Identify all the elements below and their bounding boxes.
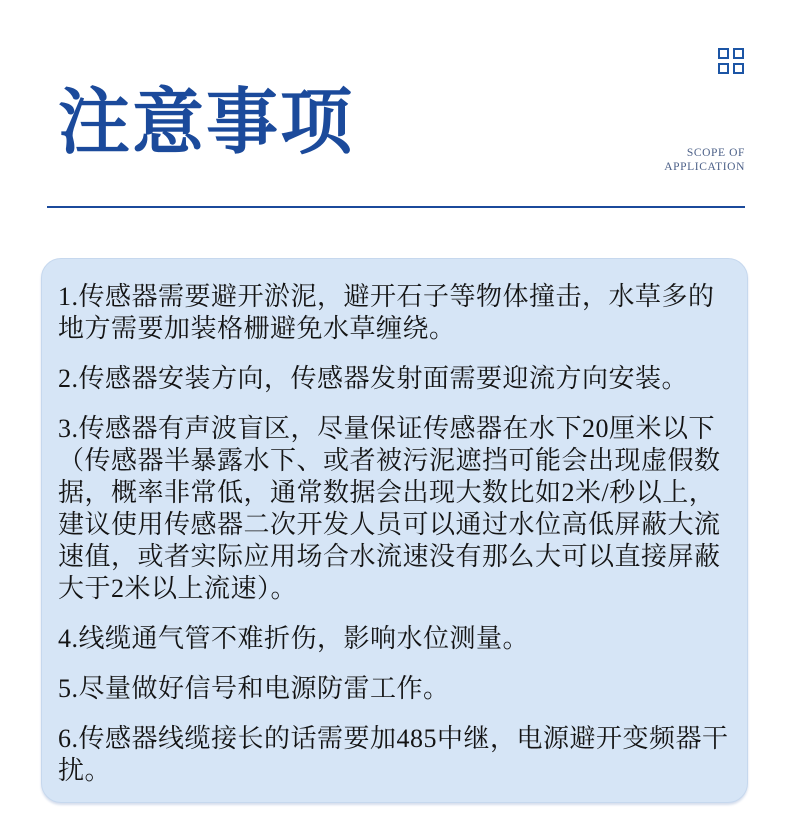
note-item-5: 5.尽量做好信号和电源防雷工作。	[58, 674, 450, 703]
grid-icon-square	[733, 48, 744, 59]
page-title: 注意事项	[58, 83, 355, 163]
section-subtitle-en	[664, 146, 745, 174]
subtitle-line: APPLICATION	[664, 161, 745, 173]
note-item-2: 2.传感器安装方向，传感器发射面需要迎流方向安装。	[58, 364, 689, 393]
grid-icon-square	[718, 48, 729, 59]
grid-icon-square	[718, 63, 729, 74]
notes-panel	[41, 258, 748, 803]
note-item-1: 1.传感器需要避开淤泥，避开石子等物体撞击，水草多的地方需要加装格栅避免水草缠绕。	[58, 282, 715, 343]
grid-icon-square	[733, 63, 744, 74]
note-item-4: 4.线缆通气管不难折伤，影响水位测量。	[58, 624, 530, 653]
note-item-3: 3.传感器有声波盲区，尽量保证传感器在水下20厘米以下（传感器半暴露水下、或者被污泥遮挡可能会出现虚假数据，概率非常低，通常数据会出现大数比如2米/秒以上，建议使用传感器二次开发人员可以通过水位高低屏蔽大流速值，或者实际应用场合水流速没有那么大可以直接屏蔽大于2米以上流速）。	[58, 414, 721, 603]
note-item-6: 6.传感器线缆接长的话需要加485中继，电源避开变频器干扰。	[58, 724, 729, 785]
title-divider	[47, 206, 745, 208]
grid-2x2-icon	[718, 48, 744, 74]
subtitle-line: SCOPE OF	[686, 147, 745, 159]
